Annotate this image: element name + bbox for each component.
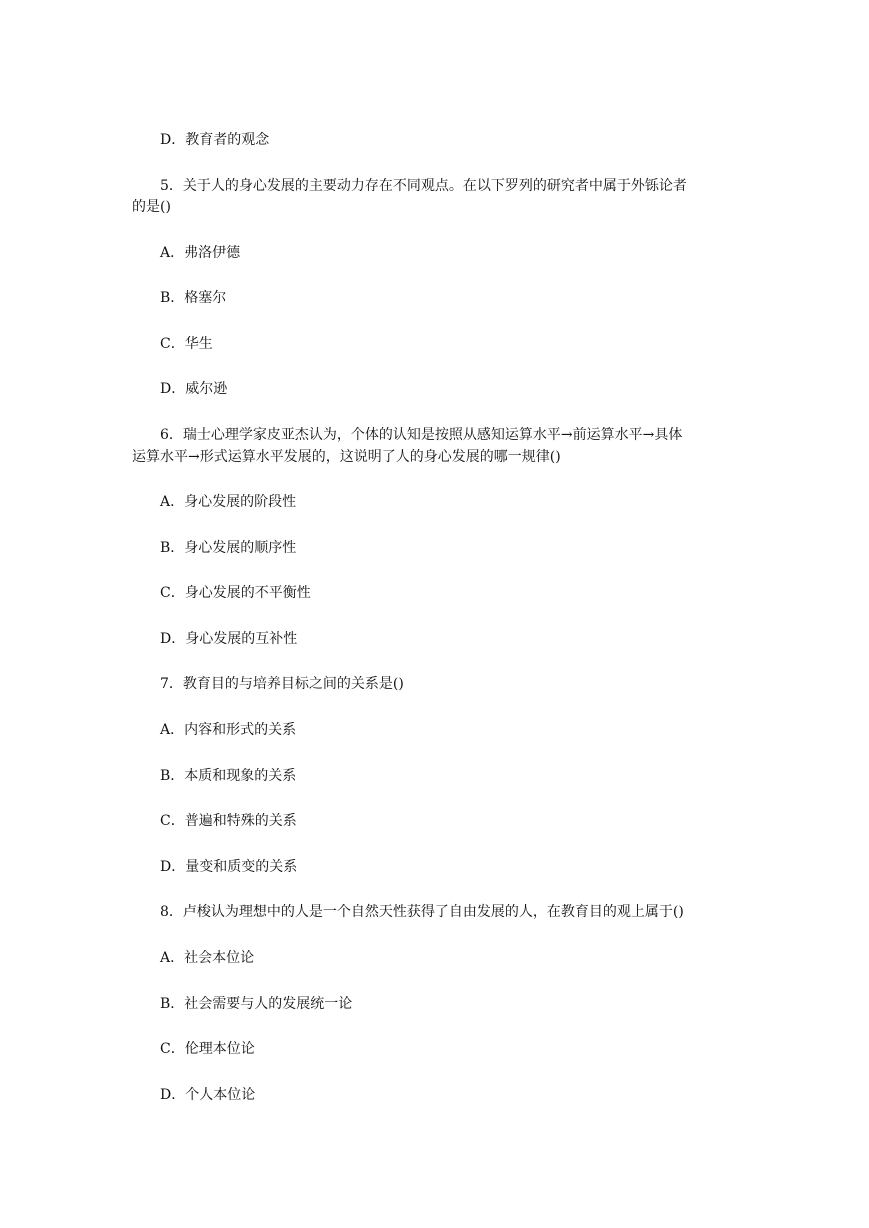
q5-option-b: B．格塞尔 (160, 290, 227, 306)
q5-option-d: D．威尔逊 (160, 381, 228, 397)
q5-stem-line-1: 5．关于人的身心发展的主要动力存在不同观点。在以下罗列的研究者中属于外铄论者 (160, 178, 687, 194)
q8-option-c: C．伦理本位论 (160, 1041, 255, 1057)
q6-stem-line-1: 6．瑞士心理学家皮亚杰认为，个体的认知是按照从感知运算水平→前运算水平→具体 (160, 427, 683, 443)
q5-option-c: C．华生 (160, 336, 213, 352)
q8-option-a: A．社会本位论 (160, 950, 255, 966)
q6-option-a: A．身心发展的阶段性 (160, 494, 297, 510)
q8-stem: 8．卢梭认为理想中的人是一个自然天性获得了自由发展的人，在教育目的观上属于() (160, 904, 684, 920)
q7-stem: 7．教育目的与培养目标之间的关系是() (160, 676, 404, 692)
q6-stem-line-2: 运算水平→形式运算水平发展的，这说明了人的身心发展的哪一规律() (132, 449, 561, 465)
q6-option-d: D．身心发展的互补性 (160, 631, 298, 647)
q6-option-b: B．身心发展的顺序性 (160, 540, 297, 556)
q7-option-d: D．量变和质变的关系 (160, 859, 298, 875)
q8-option-d: D．个人本位论 (160, 1087, 256, 1103)
q5-option-a: A．弗洛伊德 (160, 245, 241, 261)
q7-option-c: C．普遍和特殊的关系 (160, 813, 297, 829)
q7-option-a: A．内容和形式的关系 (160, 722, 297, 738)
q6-option-c: C．身心发展的不平衡性 (160, 585, 311, 601)
q7-option-b: B．本质和现象的关系 (160, 768, 297, 784)
q4-option-d: D．教育者的观念 (160, 132, 270, 148)
q8-option-b: B．社会需要与人的发展统一论 (160, 996, 353, 1012)
q5-stem-line-2: 的是() (132, 199, 171, 215)
